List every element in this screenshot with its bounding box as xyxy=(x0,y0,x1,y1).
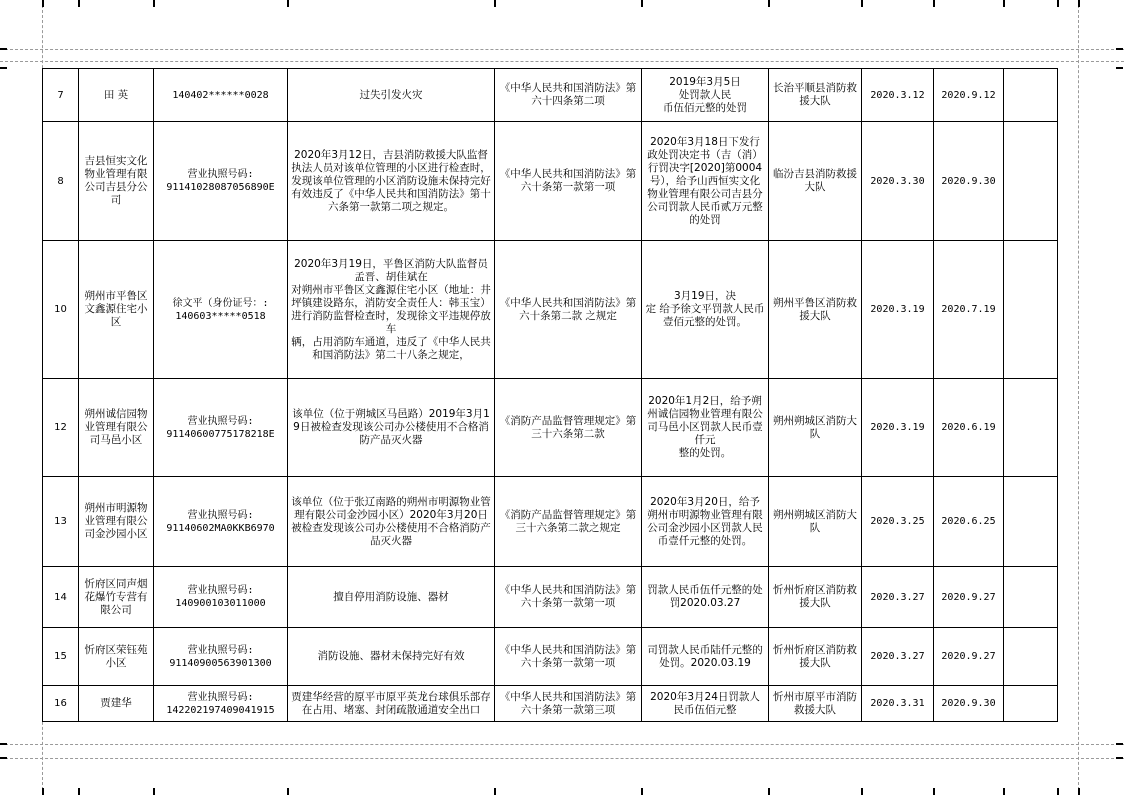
penalty-date: 2020.3.30 xyxy=(862,122,934,241)
penalty-result: 2020年3月20日，给予朔州市明源物业管理有限公司金沙园小区罚款人民币壹仟元整的处罚。 xyxy=(642,477,769,567)
remarks-cell xyxy=(1004,477,1058,567)
penalty-authority: 长治平顺县消防救援大队 xyxy=(769,69,862,122)
license-number: 营业执照号码: 91140602MA0KKB6970 xyxy=(154,477,288,567)
publish-deadline: 2020.9.27 xyxy=(934,567,1004,628)
license-number: 徐文平（身份证号：: 140603*****0518 xyxy=(154,241,288,379)
legal-basis: 《中华人民共和国消防法》第六十条第一款第一项 xyxy=(495,122,642,241)
penalty-authority: 忻州忻府区消防救援大队 xyxy=(769,628,862,686)
party-name: 吉县恒实文化物业管理有限公司吉县分公司 xyxy=(79,122,154,241)
penalty-result: 2020年1月2日，给予朔州诚信园物业管理有限公司马邑小区罚款人民币壹仟元 整的处罚。 xyxy=(642,379,769,477)
publish-deadline: 2020.7.19 xyxy=(934,241,1004,379)
tick-mark xyxy=(933,788,935,795)
row-number: 13 xyxy=(43,477,79,567)
penalty-result: 2020年3月18日下发行政处罚决定书（吉（消）行罚决字[2020]第0004号），给予山西恒实文化物业管理有限公司吉县分公司罚款人民币贰万元整的处罚 xyxy=(642,122,769,241)
row-number: 8 xyxy=(43,122,79,241)
tick-mark xyxy=(1078,0,1080,7)
tick-mark xyxy=(641,0,643,7)
tick-mark xyxy=(42,788,44,795)
tick-mark xyxy=(153,788,155,795)
remarks-cell xyxy=(1004,686,1058,722)
penalty-authority: 朔州朔城区消防大队 xyxy=(769,379,862,477)
tick-mark xyxy=(494,0,496,7)
violation-fact: 擅自停用消防设施、器材 xyxy=(288,567,495,628)
remarks-cell xyxy=(1004,122,1058,241)
tick-mark xyxy=(0,743,7,745)
violation-fact xyxy=(288,241,495,379)
tick-mark xyxy=(768,0,770,7)
tick-mark xyxy=(1003,0,1005,7)
violation-fact: 过失引发火灾 xyxy=(288,69,495,122)
penalty-date: 2020.3.31 xyxy=(862,686,934,722)
tick-mark xyxy=(78,788,80,795)
table-row xyxy=(43,686,1058,722)
remarks-cell xyxy=(1004,241,1058,379)
tick-mark xyxy=(0,67,7,69)
table-row xyxy=(43,379,1058,477)
table-row xyxy=(43,122,1058,241)
party-name: 忻府区荣钰苑小区 xyxy=(79,628,154,686)
tick-mark xyxy=(0,48,7,50)
remarks-cell xyxy=(1004,567,1058,628)
legal-basis: 《中华人民共和国消防法》第六十条第一款第一项 xyxy=(495,628,642,686)
violation-fact-text: 贾建华经营的原平市原平英龙台球俱乐部存在占用、堵塞、封闭疏散通道安全出口 xyxy=(291,690,491,716)
publish-deadline: 2020.9.12 xyxy=(934,69,1004,122)
remarks-cell xyxy=(1004,628,1058,686)
table-row xyxy=(43,628,1058,686)
penalty-result: 2019年3月5日 处罚款人民 币伍佰元整的处罚 xyxy=(642,69,769,122)
row-number: 14 xyxy=(43,567,79,628)
tick-mark xyxy=(1116,48,1123,50)
penalty-date: 2020.3.19 xyxy=(862,379,934,477)
tick-mark xyxy=(78,0,80,7)
party-name: 朔州市平鲁区文鑫源住宅小区 xyxy=(79,241,154,379)
penalty-authority: 临汾吉县消防救援大队 xyxy=(769,122,862,241)
remarks-cell xyxy=(1004,69,1058,122)
publish-deadline: 2020.6.25 xyxy=(934,477,1004,567)
violation-fact: 该单位（位于张辽南路的朔州市明源物业管理有限公司金沙园小区）2020年3月20日被检查发现该公司办公楼使用不合格消防产品灭火器 xyxy=(288,477,495,567)
legal-basis: 《消防产品监督管理规定》第三十六条第二款 xyxy=(495,379,642,477)
penalty-result: 司罚款人民币陆仟元整的处罚。2020.03.19 xyxy=(642,628,769,686)
license-number: 营业执照号码: 91140600775178218E xyxy=(154,379,288,477)
row-number: 7 xyxy=(43,69,79,122)
publish-deadline: 2020.9.30 xyxy=(934,122,1004,241)
tick-mark xyxy=(1116,743,1123,745)
publish-deadline: 2020.9.27 xyxy=(934,628,1004,686)
violation-fact: 该单位（位于朔城区马邑路）2019年3月19日被检查发现该公司办公楼使用不合格消防产品灭火器 xyxy=(288,379,495,477)
tick-mark xyxy=(494,788,496,795)
tick-mark xyxy=(0,757,7,759)
party-name: 忻府区同声烟花爆竹专营有限公司 xyxy=(79,567,154,628)
license-number: 营业执照号码: 140900103011000 xyxy=(154,567,288,628)
tick-mark xyxy=(287,0,289,7)
tick-mark xyxy=(1116,67,1123,69)
remarks-cell xyxy=(1004,379,1058,477)
penalty-result: 3月19日，决 定 给予徐文平罚款人民币壹佰元整的处罚。 xyxy=(642,241,769,379)
tick-mark xyxy=(1078,788,1080,795)
table-row xyxy=(43,241,1058,379)
table-row xyxy=(43,477,1058,567)
penalty-authority: 忻州市原平市消防救援大队 xyxy=(769,686,862,722)
violation-fact: 消防设施、器材未保持完好有效 xyxy=(288,628,495,686)
legal-basis: 《中华人民共和国消防法》第六十条第二款 之规定 xyxy=(495,241,642,379)
margin-guide-bottom xyxy=(0,744,1124,745)
margin-guide-top xyxy=(0,49,1124,50)
tick-mark xyxy=(287,788,289,795)
tick-mark xyxy=(1057,0,1059,7)
table-row xyxy=(43,69,1058,122)
license-number: 营业执照号码: 142202197409041915 xyxy=(154,686,288,722)
violation-fact-text: 2020年3月19日，平鲁区消防大队监督员孟晋、胡佳斌在 对朔州市平鲁区文鑫源住宅小区（地址：井坪镇建设路东，消防安全责任人：韩玉宝）进行消防监督检查时，发现徐文平违规停放车 辆，占用消防车通道，违反了《中华人民共和国消防法》第二十八条之规定， xyxy=(291,257,491,361)
margin-guide-top-inner xyxy=(0,61,1124,62)
publish-deadline: 2020.9.30 xyxy=(934,686,1004,722)
penalty-result: 罚款人民币伍仟元整的处罚2020.03.27 xyxy=(642,567,769,628)
penalty-date: 2020.3.12 xyxy=(862,69,934,122)
penalty-table xyxy=(42,68,1058,722)
penalty-authority: 忻州忻府区消防救援大队 xyxy=(769,567,862,628)
row-number: 12 xyxy=(43,379,79,477)
license-number: 营业执照号码: 91140900563901300 xyxy=(154,628,288,686)
tick-mark xyxy=(1057,788,1059,795)
margin-guide-right xyxy=(1078,0,1079,795)
penalty-date: 2020.3.27 xyxy=(862,567,934,628)
party-name: 朔州市明源物 业管理有限公司金沙园小区 xyxy=(79,477,154,567)
penalty-date: 2020.3.27 xyxy=(862,628,934,686)
tick-mark xyxy=(1116,757,1123,759)
party-name: 田 英 xyxy=(79,69,154,122)
row-number: 15 xyxy=(43,628,79,686)
publish-deadline: 2020.6.19 xyxy=(934,379,1004,477)
tick-mark xyxy=(933,0,935,7)
tick-mark xyxy=(861,788,863,795)
tick-mark xyxy=(42,0,44,7)
penalty-date: 2020.3.25 xyxy=(862,477,934,567)
margin-guide-bottom-inner xyxy=(0,758,1124,759)
tick-mark xyxy=(768,788,770,795)
legal-basis: 《中华人民共和国消防法》第六十条第一款第一项 xyxy=(495,567,642,628)
penalty-date: 2020.3.19 xyxy=(862,241,934,379)
license-number: 营业执照号码: 91141028087056890E xyxy=(154,122,288,241)
penalty-authority: 朔州朔城区消防大队 xyxy=(769,477,862,567)
tick-mark xyxy=(861,0,863,7)
row-number: 16 xyxy=(43,686,79,722)
penalty-authority: 朔州平鲁区消防救援大队 xyxy=(769,241,862,379)
tick-mark xyxy=(641,788,643,795)
table-row xyxy=(43,567,1058,628)
legal-basis: 《中华人民共和国消防法》第六十条第一款第三项 xyxy=(495,686,642,722)
penalty-result: 2020年3月24日罚款人民币伍佰元整 xyxy=(642,686,769,722)
tick-mark xyxy=(1003,788,1005,795)
violation-fact: 2020年3月12日，吉县消防救援大队监督执法人员对该单位管理的小区进行检查时，发现该单位管理的小区消防设施未保持完好有效违反了《中华人民共和国消防法》第十六条第一款第二项之规定。 xyxy=(288,122,495,241)
row-number: 10 xyxy=(43,241,79,379)
tick-mark xyxy=(153,0,155,7)
legal-basis: 《中华人民共和国消防法》第六十四条第二项 xyxy=(495,69,642,122)
license-number: 140402******0028 xyxy=(154,69,288,122)
legal-basis: 《消防产品监督管理规定》第三十六条第二款之规定 xyxy=(495,477,642,567)
party-name: 朔州诚信园物业管理有限公司马邑小区 xyxy=(79,379,154,477)
violation-fact xyxy=(288,686,495,722)
party-name: 贾建华 xyxy=(79,686,154,722)
